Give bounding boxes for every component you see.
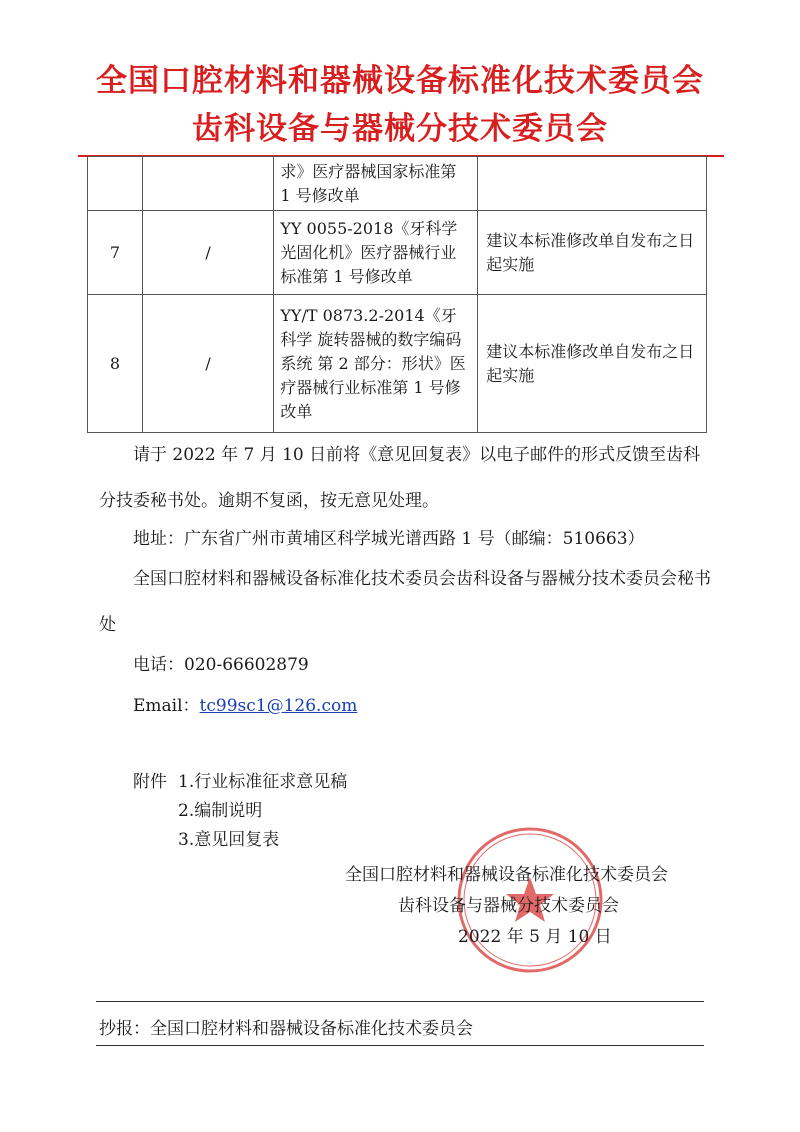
- cc-line: 抄报：全国口腔材料和器械设备标准化技术委员会: [99, 1019, 473, 1039]
- secretariat-paragraph: 全国口腔材料和器械设备标准化技术委员会齿科设备与器械分技术委员会秘书处: [99, 569, 711, 635]
- address-line: 地址：广东省广州市黄埔区科学城光谱西路 1 号（邮编：510663）: [133, 529, 645, 549]
- letterhead-line-1: 全国口腔材料和器械设备标准化技术委员会: [96, 63, 704, 99]
- signature-date: 2022 年 5 月 10 日: [458, 927, 612, 947]
- cell-standard: YY/T 0873.2-2014《牙科学 旋转器械的数字编码系统 第 2 部分：形状》医疗器械行业标准第 1 号修改单: [274, 295, 478, 433]
- cell-suggestion: [478, 157, 707, 211]
- cell-standard: 求》医疗器械国家标准第 1 号修改单: [274, 157, 478, 211]
- table-row: [88, 157, 707, 211]
- signature-org-line-2: 齿科设备与器械分技术委员会: [398, 896, 619, 916]
- footer-rule-bottom: [96, 1045, 704, 1046]
- signature-org-line-1: 全国口腔材料和器械设备标准化技术委员会: [345, 865, 668, 885]
- email-line: [133, 694, 357, 718]
- attachment-item: 2.编制说明: [178, 801, 263, 821]
- footer-rule-top: [96, 1001, 704, 1002]
- attachment-item: 1.行业标准征求意见稿: [178, 772, 348, 792]
- letterhead-line-2: 齿科设备与器械分技术委员会: [192, 111, 608, 147]
- letterhead: [0, 58, 800, 152]
- attachment-item: 3.意见回复表: [178, 830, 280, 850]
- cell-suggestion: 建议本标准修改单自发布之日起实施: [478, 295, 707, 433]
- cell-suggestion: 建议本标准修改单自发布之日起实施: [478, 211, 707, 295]
- standards-table: [87, 156, 707, 433]
- cell-number: 7: [88, 211, 143, 295]
- table-row: [88, 211, 707, 295]
- cell-col-a: /: [142, 211, 273, 295]
- feedback-paragraph: 请于 2022 年 7 月 10 日前将《意见回复表》以电子邮件的形式反馈至齿科分技委秘书处。逾期不复函，按无意见处理。: [99, 445, 701, 511]
- cell-number: 8: [88, 295, 143, 433]
- table-row: [88, 295, 707, 433]
- email-label: Email：: [133, 696, 200, 716]
- email-link[interactable]: tc99sc1@126.com: [199, 696, 358, 716]
- phone-line: 电话：020-66602879: [133, 655, 309, 675]
- cell-col-a: /: [142, 295, 273, 433]
- cell-number: [88, 157, 143, 211]
- cell-col-a: [142, 157, 273, 211]
- attachments-label: 附件: [133, 772, 167, 792]
- cell-standard: YY 0055-2018《牙科学 光固化机》医疗器械行业标准第 1 号修改单: [274, 211, 478, 295]
